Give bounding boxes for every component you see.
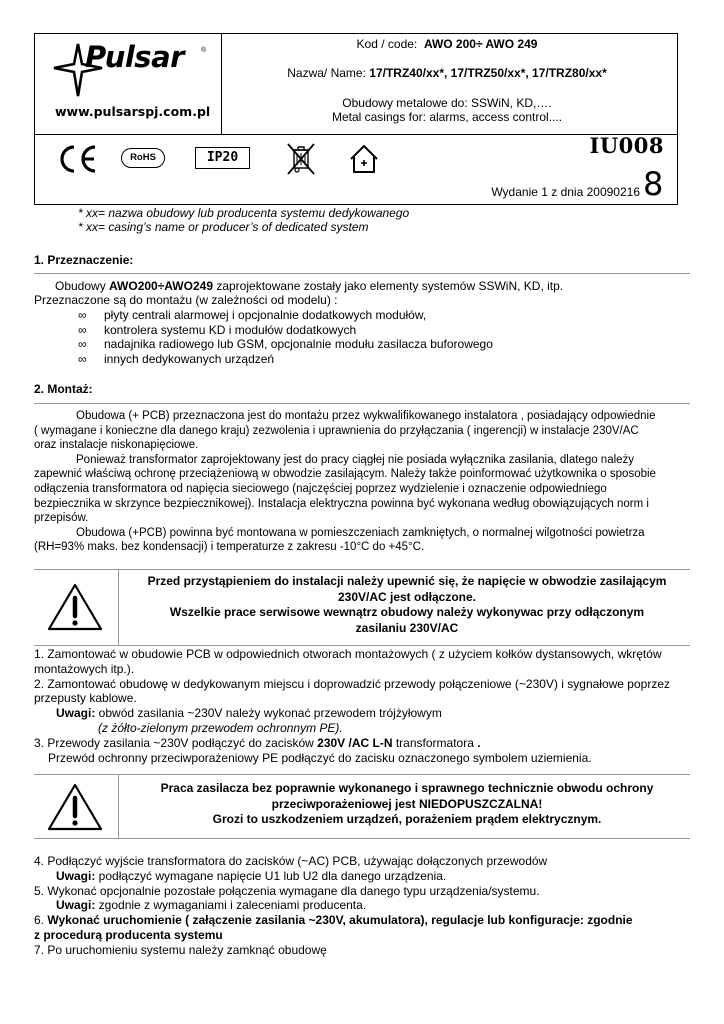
step7-line: 7. Po uruchomieniu systemu należy zamknąć obudowę — [34, 942, 327, 957]
section1-bullet-list — [78, 308, 493, 366]
document-id: IU008 — [589, 133, 664, 158]
step5-line: 5. Wykonać opcjonalnie pozostałe połączenia wymagane dla danego typu urządzenia/systemu. — [34, 883, 540, 898]
warning2-text: Praca zasilacza bez poprawnie wykonanego i sprawnego technicznie obwodu ochrony przeciwporażeniowej jest NIEDOPUSZCZALNA! Grozi to uszkodzeniem urządzeń, porażeniem prądem elektrycznym. — [160, 781, 654, 826]
indoor-use-mark — [348, 143, 380, 180]
step6-line: z procedurą producenta systemu — [34, 927, 223, 942]
footnote-en: * xx= casing’s name or producer’s of dedicated system — [78, 220, 369, 234]
step5-note: Uwagi: zgodnie z wymaganiami i zaleceniami producenta. — [56, 898, 367, 913]
warning1-sign — [46, 582, 104, 637]
product-code: Kod / code: AWO 200÷ AWO 249 — [356, 37, 538, 51]
para2-line: odłączenia transformatora od napięcia sieciowego (najczęściej poprzez wydzielenie i oznaczenie odpowiedniego — [34, 482, 607, 495]
steps-block-b — [34, 854, 694, 958]
step3-line: 3. Przewody zasilania ~230V podłączyć do zacisków 230V /AC L-N transformatora . — [34, 735, 481, 750]
ip20-badge: IP20 — [195, 147, 250, 169]
house-icon — [348, 143, 380, 175]
step4-line: 4. Podłączyć wyjście transformatora do zacisków (~AC) PCB, używając dołączonych przewodów — [34, 854, 548, 868]
section1-purpose: Przeznaczone są do montażu (w zależności od modelu) : — [34, 293, 338, 307]
para2-line: zapewnić właściwą ochronę przeciążeniową w obwodzie zasilającym. Należy także poinformować użytkownika o sposobie — [34, 468, 656, 481]
list-item: ∞ kontrolera systemu KD i modułów dodatkowych — [78, 322, 357, 337]
step2-note-italic: (z żółto-zielonym przewodem ochronnym PE). — [98, 720, 343, 735]
step6-line: 6. Wykonać uruchomienie ( załączenie zasilania ~230V, akumulatora), regulacje lub konfiguracje: zgodnie — [34, 913, 633, 928]
section2-rule — [34, 403, 690, 404]
para1-line: Obudowa (+ PCB) przeznaczona jest do montażu przez wykwalifikowanego instalatora , posiadający odpowiednie — [76, 410, 656, 422]
website: www.pulsarspj.com.pl — [55, 104, 211, 119]
warning2-sign — [46, 782, 104, 837]
description-pl: Obudowy metalowe do: SSWiN, KD,…. — [342, 96, 552, 110]
step2-note: Uwagi: obwód zasilania ~230V należy wykonać przewodem trójżyłowym — [56, 706, 442, 721]
para2-line: bezpiecznika w skrzynce bezpiecznikowej). Instalacja elektryczna powinna być wykonana według obowiązujących norm i — [34, 497, 649, 510]
step4-note: Uwagi: podłączyć wymagane napięcie U1 lub U2 dla danego urządzenia. — [56, 868, 447, 883]
list-item: ∞ nadajnika radiowego lub GSM, opcjonalnie modułu zasilacza buforowego — [78, 337, 493, 351]
warning1-text: Przed przystąpieniem do instalacji należy upewnić się, że napięcie w obwodzie zasilającym 230V/AC jest odłączone. Wszelkie prace serwisowe wewnątrz obudowy należy wykonywac przy odłączonym zasilaniu 230V/AC — [147, 574, 667, 635]
para2-line: Ponieważ transformator zaprojektowany jest do pracy ciągłej nie posiada wyłącznika zasilania, dlatego należy — [76, 453, 635, 466]
warning2-separator — [118, 774, 119, 838]
ce-mark — [57, 143, 99, 180]
para1-line: oraz instalacje niskonapięciowe. — [34, 439, 199, 452]
footnote-pl: * xx= nazwa obudowy lub producenta systemu dedykowanego — [78, 206, 410, 220]
section2-title: 2. Montaż: — [34, 382, 93, 396]
list-item: ∞ innych dedykowanych urządzeń — [78, 351, 275, 366]
crossed-bin-icon — [285, 142, 317, 176]
para1-line: ( wymagane i konieczne dla danego kraju) zezwolenia i uprawnienia do przyłączania ( ingerencji) w instalacje 230V/AC — [34, 424, 639, 437]
edition-number: 8 — [643, 165, 664, 203]
warning1-separator — [118, 569, 119, 645]
ce-icon — [57, 143, 99, 175]
warning2-top-rule — [34, 774, 690, 775]
weee-mark — [285, 142, 317, 181]
description-en: Metal casings for: alarms, access control.... — [331, 110, 563, 124]
section1-intro: Obudowy AWO200÷AWO249 zaprojektowane zostały jako elementy systemów SSWiN, KD, itp. — [55, 279, 564, 293]
brand-name: Pulsar — [85, 40, 184, 74]
para3-line: (RH=93% maks. bez kondensacji) i temperaturze z zakresu -10°C do +45°C. — [34, 541, 425, 554]
warning1-bottom-rule — [34, 645, 690, 646]
section1-title: 1. Przeznaczenie: — [34, 253, 134, 267]
warning-triangle-icon — [46, 582, 104, 632]
warning2-bottom-rule — [34, 838, 690, 839]
section2-body — [34, 409, 694, 555]
para2-line: przepisów. — [34, 512, 89, 525]
rohs-badge: RoHS — [121, 148, 165, 168]
warning-triangle-icon — [46, 782, 104, 832]
step1-line: 1. Zamontować w obudowie PCB w odpowiednich otworach montażowych ( z użyciem kołków dystansowych, wkrętów — [34, 647, 662, 661]
step2-line: 2. Zamontować obudowę w dedykowanym miejscu i doprowadzić przewody połączeniowe (~230V) i sygnałowe poprzez — [34, 676, 670, 691]
list-item: ∞ płyty centrali alarmowej i opcjonalnie dodatkowych modułów, — [78, 308, 427, 322]
edition-text: Wydanie 1 z dnia 20090216 — [491, 185, 640, 199]
registered-mark: ® — [201, 47, 207, 54]
steps-block-a — [34, 647, 694, 765]
step2-line: przepusty kablowe. — [34, 691, 137, 706]
product-name: Nazwa/ Name: 17/TRZ40/xx*, 17/TRZ50/xx*, 17/TRZ80/xx* — [287, 66, 607, 80]
para3-line: Obudowa (+PCB) powinna być montowana w pomieszczeniach zamkniętych, o normalnej wilgotności powietrza — [76, 526, 645, 539]
section1-rule — [34, 273, 690, 274]
warning1-top-rule — [34, 569, 690, 570]
step1-line: montażowych itp.). — [34, 661, 135, 676]
step3-line: Przewód ochronny przeciwporażeniowy PE podłączyć do zacisku oznaczonego symbolem uziemienia. — [48, 750, 592, 765]
